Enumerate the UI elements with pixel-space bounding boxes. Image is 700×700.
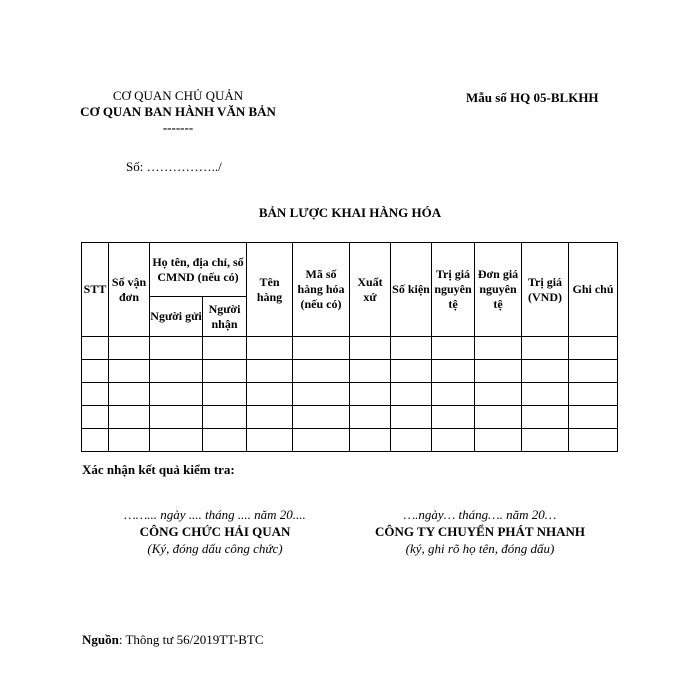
table-cell xyxy=(109,406,150,429)
left-date-line: ……... ngày .... tháng .... năm 20.... xyxy=(124,507,306,522)
source-label: Nguồn xyxy=(82,632,119,647)
col-header-sender: Người gửi xyxy=(150,297,203,337)
table-cell xyxy=(350,360,391,383)
table-cell xyxy=(293,383,350,406)
table-cell xyxy=(109,360,150,383)
table-cell xyxy=(475,429,522,452)
table-cell xyxy=(293,429,350,452)
table-cell xyxy=(203,406,247,429)
table-cell xyxy=(432,429,475,452)
col-header-goods-name: Tên hàng xyxy=(247,243,293,337)
table-cell xyxy=(203,429,247,452)
table-cell xyxy=(82,360,109,383)
table-row xyxy=(82,429,618,452)
table-cell xyxy=(569,337,618,360)
table-cell xyxy=(432,337,475,360)
table-cell xyxy=(522,429,569,452)
table-cell xyxy=(391,337,432,360)
right-sign-note: (ký, ghi rõ họ tên, đóng dấu) xyxy=(405,541,555,556)
col-header-value-fc: Trị giá nguyên tệ xyxy=(432,243,475,337)
table-cell xyxy=(247,337,293,360)
table-row xyxy=(82,406,618,429)
customs-officer-signature xyxy=(100,506,330,557)
right-role: CÔNG TY CHUYỂN PHÁT NHANH xyxy=(375,524,585,539)
col-header-packages: Số kiện xyxy=(391,243,432,337)
left-sign-note: (Ký, đóng dấu công chức) xyxy=(147,541,283,556)
table-cell xyxy=(293,360,350,383)
document-number: Số: ……………../ xyxy=(126,159,222,174)
table-cell xyxy=(109,383,150,406)
table-cell xyxy=(247,429,293,452)
table-cell xyxy=(82,429,109,452)
col-header-person-group: Họ tên, địa chỉ, số CMND (nếu có) xyxy=(150,243,247,297)
col-header-bill-no: Số vận đơn xyxy=(109,243,150,337)
table-cell xyxy=(522,406,569,429)
table-cell xyxy=(82,406,109,429)
agency-block xyxy=(78,88,278,136)
table-cell xyxy=(150,383,203,406)
source-line xyxy=(82,632,264,648)
table-cell xyxy=(150,429,203,452)
confirm-label: Xác nhận kết quả kiểm tra: xyxy=(82,462,235,477)
table-row xyxy=(82,360,618,383)
table-cell xyxy=(350,337,391,360)
table-row xyxy=(82,383,618,406)
col-header-stt: STT xyxy=(82,243,109,337)
table-cell xyxy=(475,360,522,383)
agency-issuer: CƠ QUAN BAN HÀNH VĂN BẢN xyxy=(80,104,276,119)
table-cell xyxy=(569,429,618,452)
table-body xyxy=(82,337,618,452)
table-cell xyxy=(82,383,109,406)
col-header-value-vnd: Trị giá (VND) xyxy=(522,243,569,337)
table-cell xyxy=(203,337,247,360)
table-cell xyxy=(247,406,293,429)
col-header-note: Ghi chú xyxy=(569,243,618,337)
table-cell xyxy=(432,360,475,383)
table-row xyxy=(82,337,618,360)
left-role: CÔNG CHỨC HẢI QUAN xyxy=(139,524,291,539)
form-code: Mẫu số HQ 05-BLKHH xyxy=(466,90,599,105)
col-header-receiver: Người nhận xyxy=(203,297,247,337)
table-cell xyxy=(475,406,522,429)
table-cell xyxy=(82,337,109,360)
table-cell xyxy=(203,383,247,406)
table-cell xyxy=(350,429,391,452)
table-cell xyxy=(247,360,293,383)
source-text: : Thông tư 56/2019TT-BTC xyxy=(118,632,264,647)
table-cell xyxy=(522,360,569,383)
agency-separator: ------- xyxy=(162,120,194,135)
table-cell xyxy=(522,337,569,360)
table-cell xyxy=(150,337,203,360)
table-cell xyxy=(109,337,150,360)
col-header-unit-price-fc: Đơn giá nguyên tệ xyxy=(475,243,522,337)
table-cell xyxy=(569,383,618,406)
document-title: BẢN LƯỢC KHAI HÀNG HÓA xyxy=(258,205,442,220)
table-cell xyxy=(150,406,203,429)
table-cell xyxy=(150,360,203,383)
right-date-line: ….ngày… tháng…. năm 20… xyxy=(403,507,557,522)
table-cell xyxy=(350,383,391,406)
table-cell xyxy=(432,383,475,406)
courier-company-signature xyxy=(355,506,605,557)
table-cell xyxy=(391,406,432,429)
table-cell xyxy=(293,406,350,429)
col-header-hs-code: Mã số hàng hóa (nếu có) xyxy=(293,243,350,337)
table-cell xyxy=(569,406,618,429)
col-header-origin: Xuất xứ xyxy=(350,243,391,337)
table-cell xyxy=(475,337,522,360)
table-cell xyxy=(522,383,569,406)
agency-parent: CƠ QUAN CHỦ QUẢN xyxy=(112,88,244,103)
table-cell xyxy=(293,337,350,360)
table-cell xyxy=(391,360,432,383)
table-cell xyxy=(569,360,618,383)
table-cell xyxy=(247,383,293,406)
table-cell xyxy=(391,429,432,452)
table-cell xyxy=(391,383,432,406)
table-cell xyxy=(109,429,150,452)
table-cell xyxy=(203,360,247,383)
table-cell xyxy=(350,406,391,429)
table-cell xyxy=(432,406,475,429)
goods-manifest-table xyxy=(81,242,618,452)
table-cell xyxy=(475,383,522,406)
